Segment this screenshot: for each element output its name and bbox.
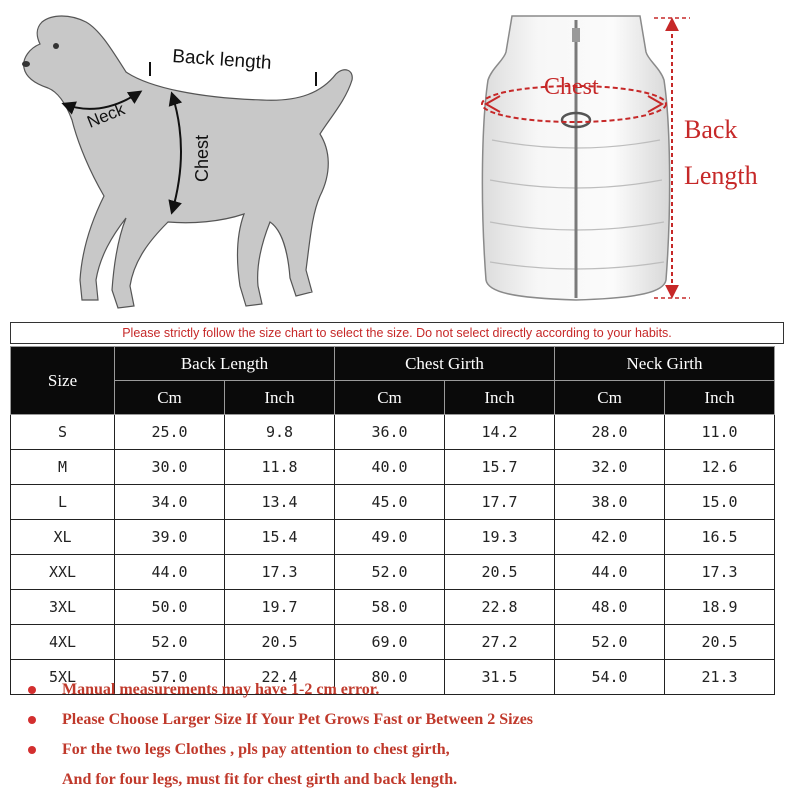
unit-header: Cm [335,381,445,415]
unit-header: Inch [445,381,555,415]
size-cell: L [11,485,115,520]
table-cell: 57.0 [115,660,225,695]
table-cell: 32.0 [555,450,665,485]
table-cell: 18.9 [665,590,775,625]
table-cell: 19.7 [225,590,335,625]
table-cell: 69.0 [335,625,445,660]
table-cell: 45.0 [335,485,445,520]
table-cell: 15.4 [225,520,335,555]
table-row [11,555,775,590]
chest-girth-header: Chest Girth [335,347,555,381]
note-text: Manual measurements may have 1-2 cm error. [62,681,380,698]
vest-chest-label: Chest [544,74,599,100]
table-row [11,625,775,660]
size-cell: S [11,415,115,450]
table-cell: 36.0 [335,415,445,450]
size-cell: XL [11,520,115,555]
unit-header: Inch [665,381,775,415]
dog-neck-label: Neck [84,99,128,132]
table-cell: 11.0 [665,415,775,450]
table-cell: 44.0 [115,555,225,590]
note-item [28,736,778,764]
table-cell: 30.0 [115,450,225,485]
measurement-diagram [0,0,800,318]
note-text: And for four legs, must fit for chest girth and back length. [62,771,458,788]
size-warning-banner: Please strictly follow the size chart to select the size. Do not select directly according to your habits. [10,322,784,344]
table-cell: 31.5 [445,660,555,695]
unit-header: Cm [115,381,225,415]
note-item-continued [28,766,778,794]
table-cell: 49.0 [335,520,445,555]
table-cell: 20.5 [225,625,335,660]
table-cell: 52.0 [115,625,225,660]
table-cell: 14.2 [445,415,555,450]
table-unit-row [11,381,775,415]
table-cell: 17.7 [445,485,555,520]
unit-header: Cm [555,381,665,415]
table-cell: 22.4 [225,660,335,695]
size-cell: 3XL [11,590,115,625]
table-cell: 28.0 [555,415,665,450]
note-item [28,706,778,734]
table-cell: 34.0 [115,485,225,520]
table-cell: 54.0 [555,660,665,695]
bullet-icon [28,686,36,694]
table-cell: 58.0 [335,590,445,625]
back-length-header: Back Length [115,347,335,381]
note-item [28,676,778,704]
size-chart-table [10,346,775,695]
table-cell: 40.0 [335,450,445,485]
table-cell: 25.0 [115,415,225,450]
vest-back-label: Back [684,115,738,144]
table-cell: 20.5 [445,555,555,590]
note-text: For the two legs Clothes , pls pay attention to chest girth, [62,741,450,758]
table-row [11,590,775,625]
dog-back-length-label: Back length [171,46,273,74]
table-cell: 42.0 [555,520,665,555]
table-row [11,520,775,555]
table-cell: 13.4 [225,485,335,520]
table-cell: 80.0 [335,660,445,695]
size-cell: M [11,450,115,485]
table-cell: 27.2 [445,625,555,660]
table-cell: 19.3 [445,520,555,555]
size-cell: 5XL [11,660,115,695]
table-cell: 17.3 [225,555,335,590]
table-cell: 48.0 [555,590,665,625]
table-cell: 44.0 [555,555,665,590]
bullet-icon [28,716,36,724]
table-cell: 11.8 [225,450,335,485]
unit-header: Inch [225,381,335,415]
table-cell: 52.0 [335,555,445,590]
table-cell: 50.0 [115,590,225,625]
table-row [11,485,775,520]
vest-coat-icon [482,16,669,300]
table-header-row [11,347,775,381]
table-cell: 17.3 [665,555,775,590]
size-cell: XXL [11,555,115,590]
table-cell: 15.0 [665,485,775,520]
size-column-header: Size [11,347,115,415]
table-cell: 21.3 [665,660,775,695]
bullet-icon [28,746,36,754]
table-cell: 15.7 [445,450,555,485]
table-cell: 52.0 [555,625,665,660]
table-cell: 22.8 [445,590,555,625]
neck-girth-header: Neck Girth [555,347,775,381]
table-cell: 12.6 [665,450,775,485]
dog-chest-label: Chest [192,134,212,182]
table-row [11,415,775,450]
table-cell: 9.8 [225,415,335,450]
vest-length-label: Length [684,161,758,190]
table-row [11,450,775,485]
size-cell: 4XL [11,625,115,660]
note-text: Please Choose Larger Size If Your Pet Grows Fast or Between 2 Sizes [62,711,534,728]
table-cell: 39.0 [115,520,225,555]
table-cell: 20.5 [665,625,775,660]
table-cell: 38.0 [555,485,665,520]
table-cell: 16.5 [665,520,775,555]
